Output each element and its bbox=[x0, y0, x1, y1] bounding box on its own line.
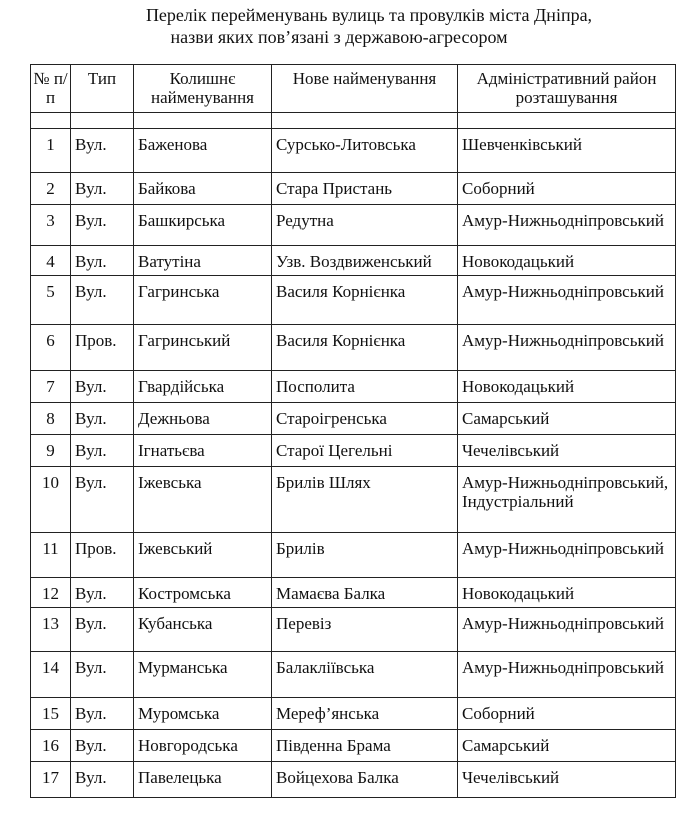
row-number-cell bbox=[31, 403, 71, 435]
new-name-cell bbox=[272, 652, 458, 698]
old-name-cell bbox=[134, 173, 272, 205]
new-name: Войцехова Балка bbox=[276, 768, 399, 787]
new-name-cell bbox=[272, 325, 458, 371]
table-row bbox=[31, 435, 676, 467]
header-new-name: Нове найменування bbox=[272, 65, 458, 113]
new-name: Брилів bbox=[276, 539, 325, 558]
street-type: Пров. bbox=[75, 539, 117, 558]
street-type: Вул. bbox=[75, 409, 107, 428]
district-name-cell bbox=[458, 698, 676, 730]
old-name: Кубанська bbox=[138, 614, 213, 633]
district-name: Амур-Нижньодніпровський bbox=[462, 539, 664, 558]
document-title bbox=[0, 4, 678, 48]
district-name-cell bbox=[458, 608, 676, 652]
old-name-cell bbox=[134, 371, 272, 403]
row-number: 10 bbox=[42, 473, 59, 492]
street-type: Вул. bbox=[75, 179, 107, 198]
old-name-cell bbox=[134, 205, 272, 246]
street-type-cell bbox=[71, 467, 134, 533]
street-type-cell bbox=[71, 730, 134, 762]
header-type: Тип bbox=[71, 65, 134, 113]
district-name-cell bbox=[458, 730, 676, 762]
row-number: 2 bbox=[46, 179, 55, 198]
row-number-cell bbox=[31, 762, 71, 798]
new-name: Редутна bbox=[276, 211, 334, 230]
old-name: Муромська bbox=[138, 704, 220, 723]
row-number-cell bbox=[31, 698, 71, 730]
old-name-cell bbox=[134, 698, 272, 730]
new-name: Старої Цегельні bbox=[276, 441, 393, 460]
old-name: Дежньова bbox=[138, 409, 210, 428]
street-type-cell bbox=[71, 578, 134, 608]
district-name: Шевченківський bbox=[462, 135, 582, 154]
street-type-cell bbox=[71, 652, 134, 698]
row-number-cell bbox=[31, 578, 71, 608]
title-line-2: назви яких пов’язані з державою-агресором bbox=[170, 27, 508, 47]
street-type-cell bbox=[71, 435, 134, 467]
row-number: 14 bbox=[42, 658, 59, 677]
street-type-cell bbox=[71, 698, 134, 730]
old-name: Гагринський bbox=[138, 331, 231, 350]
district-name: Соборний bbox=[462, 179, 535, 198]
district-name: Чечелівський bbox=[462, 768, 560, 787]
spacer-cell bbox=[31, 113, 71, 129]
new-name-cell bbox=[272, 698, 458, 730]
table-row bbox=[31, 698, 676, 730]
header-old-name: Колишнє найменування bbox=[134, 65, 272, 113]
new-name: Василя Корнієнка bbox=[276, 331, 406, 350]
district-name: Амур-Нижньодніпровський bbox=[462, 331, 664, 350]
table-row bbox=[31, 578, 676, 608]
old-name: Гвардійська bbox=[138, 377, 225, 396]
row-number-cell bbox=[31, 533, 71, 578]
old-name-cell bbox=[134, 467, 272, 533]
district-name: Амур-Нижньодніпровський bbox=[462, 658, 664, 677]
old-name: Ватутіна bbox=[138, 252, 201, 271]
district-name-cell bbox=[458, 371, 676, 403]
street-type-cell bbox=[71, 533, 134, 578]
district-name: Чечелівський bbox=[462, 441, 560, 460]
new-name: Василя Корнієнка bbox=[276, 282, 406, 301]
row-number-cell bbox=[31, 608, 71, 652]
row-number: 12 bbox=[42, 584, 59, 603]
old-name: Костромська bbox=[138, 584, 231, 603]
district-name-cell bbox=[458, 129, 676, 173]
street-type-cell bbox=[71, 371, 134, 403]
row-number-cell bbox=[31, 730, 71, 762]
new-name: Балаклiївська bbox=[276, 658, 375, 677]
header-district: Адміністративний район розташування bbox=[458, 65, 676, 113]
new-name: Мамаєва Балка bbox=[276, 584, 386, 603]
street-type: Вул. bbox=[75, 584, 107, 603]
table-row bbox=[31, 762, 676, 798]
street-type-cell bbox=[71, 246, 134, 276]
new-name: Південна Брама bbox=[276, 736, 391, 755]
district-name: Амур-Нижньодніпровський bbox=[462, 614, 664, 633]
district-name: Новокодацький bbox=[462, 252, 575, 271]
district-name: Самарський bbox=[462, 409, 550, 428]
street-type: Вул. bbox=[75, 211, 107, 230]
old-name: Ігнатьєва bbox=[138, 441, 205, 460]
street-type: Вул. bbox=[75, 473, 107, 492]
district-name-cell bbox=[458, 325, 676, 371]
new-name-cell bbox=[272, 205, 458, 246]
new-name: Брилів Шлях bbox=[276, 473, 371, 492]
row-number-cell bbox=[31, 129, 71, 173]
street-type-cell bbox=[71, 129, 134, 173]
street-type: Вул. bbox=[75, 377, 107, 396]
district-name-cell bbox=[458, 533, 676, 578]
street-type-cell bbox=[71, 276, 134, 325]
table-row bbox=[31, 403, 676, 435]
new-name: Стара Пристань bbox=[276, 179, 393, 198]
row-number: 9 bbox=[46, 441, 55, 460]
district-name-cell bbox=[458, 403, 676, 435]
street-type-cell bbox=[71, 403, 134, 435]
old-name-cell bbox=[134, 325, 272, 371]
row-number-cell bbox=[31, 173, 71, 205]
spacer-cell bbox=[134, 113, 272, 129]
new-name: Узв. Воздвиженський bbox=[276, 252, 432, 271]
old-name-cell bbox=[134, 578, 272, 608]
renaming-table bbox=[30, 64, 676, 798]
old-name-cell bbox=[134, 533, 272, 578]
row-number-cell bbox=[31, 325, 71, 371]
new-name-cell bbox=[272, 762, 458, 798]
row-number-cell bbox=[31, 246, 71, 276]
old-name-cell bbox=[134, 246, 272, 276]
old-name: Гагринська bbox=[138, 282, 220, 301]
old-name-cell bbox=[134, 129, 272, 173]
row-number: 6 bbox=[46, 331, 55, 350]
old-name: Іжевський bbox=[138, 539, 213, 558]
table-header-row bbox=[31, 65, 676, 113]
new-name: Староігренська bbox=[276, 409, 387, 428]
new-name-cell bbox=[272, 435, 458, 467]
new-name: Перевіз bbox=[276, 614, 332, 633]
table-row bbox=[31, 533, 676, 578]
street-type: Пров. bbox=[75, 331, 117, 350]
title-line-1: Перелік перейменувань вулиць та провулків міста Дніпра, bbox=[145, 5, 593, 25]
old-name: Баженова bbox=[138, 135, 208, 154]
new-name-cell bbox=[272, 276, 458, 325]
table-spacer-row bbox=[31, 113, 676, 129]
spacer-cell bbox=[272, 113, 458, 129]
row-number: 17 bbox=[42, 768, 59, 787]
old-name-cell bbox=[134, 435, 272, 467]
row-number: 5 bbox=[46, 282, 55, 301]
header-number: № п/п bbox=[31, 65, 71, 113]
spacer-cell bbox=[71, 113, 134, 129]
street-type-cell bbox=[71, 762, 134, 798]
old-name-cell bbox=[134, 608, 272, 652]
new-name: Сурсько-Литовська bbox=[276, 135, 416, 154]
new-name-cell bbox=[272, 533, 458, 578]
district-name-cell bbox=[458, 246, 676, 276]
street-type: Вул. bbox=[75, 736, 107, 755]
table-row bbox=[31, 276, 676, 325]
district-name: Новокодацький bbox=[462, 584, 575, 603]
district-name-cell bbox=[458, 762, 676, 798]
row-number-cell bbox=[31, 467, 71, 533]
old-name: Павелецька bbox=[138, 768, 222, 787]
row-number: 4 bbox=[46, 252, 55, 271]
new-name-cell bbox=[272, 403, 458, 435]
district-name: Амур-Нижньодніпровський, Індустріальний bbox=[462, 473, 669, 511]
street-type: Вул. bbox=[75, 441, 107, 460]
table-row bbox=[31, 205, 676, 246]
new-name-cell bbox=[272, 371, 458, 403]
new-name: Посполита bbox=[276, 377, 355, 396]
table-row bbox=[31, 173, 676, 205]
row-number: 7 bbox=[46, 377, 55, 396]
spacer-cell bbox=[458, 113, 676, 129]
row-number: 1 bbox=[46, 135, 55, 154]
row-number-cell bbox=[31, 371, 71, 403]
table-row bbox=[31, 371, 676, 403]
table-row bbox=[31, 608, 676, 652]
district-name-cell bbox=[458, 276, 676, 325]
row-number: 16 bbox=[42, 736, 59, 755]
row-number-cell bbox=[31, 435, 71, 467]
street-type: Вул. bbox=[75, 614, 107, 633]
new-name: Мереф’янська bbox=[276, 704, 380, 723]
table-row bbox=[31, 652, 676, 698]
table-row bbox=[31, 325, 676, 371]
street-type-cell bbox=[71, 325, 134, 371]
new-name-cell bbox=[272, 578, 458, 608]
row-number: 8 bbox=[46, 409, 55, 428]
street-type-cell bbox=[71, 173, 134, 205]
district-name-cell bbox=[458, 173, 676, 205]
row-number-cell bbox=[31, 276, 71, 325]
table-row bbox=[31, 129, 676, 173]
table-row bbox=[31, 730, 676, 762]
street-type: Вул. bbox=[75, 252, 107, 271]
new-name-cell bbox=[272, 730, 458, 762]
old-name: Байкова bbox=[138, 179, 196, 198]
new-name-cell bbox=[272, 608, 458, 652]
old-name-cell bbox=[134, 276, 272, 325]
street-type: Вул. bbox=[75, 704, 107, 723]
old-name-cell bbox=[134, 762, 272, 798]
district-name: Амур-Нижньодніпровський bbox=[462, 211, 664, 230]
table-row bbox=[31, 246, 676, 276]
street-type-cell bbox=[71, 205, 134, 246]
new-name-cell bbox=[272, 467, 458, 533]
district-name: Соборний bbox=[462, 704, 535, 723]
old-name: Новгородська bbox=[138, 736, 238, 755]
district-name-cell bbox=[458, 205, 676, 246]
street-type: Вул. bbox=[75, 135, 107, 154]
old-name-cell bbox=[134, 730, 272, 762]
street-type: Вул. bbox=[75, 282, 107, 301]
row-number-cell bbox=[31, 652, 71, 698]
table-row bbox=[31, 467, 676, 533]
old-name-cell bbox=[134, 652, 272, 698]
street-type: Вул. bbox=[75, 768, 107, 787]
row-number: 15 bbox=[42, 704, 59, 723]
district-name: Новокодацький bbox=[462, 377, 575, 396]
old-name: Іжевська bbox=[138, 473, 202, 492]
district-name: Амур-Нижньодніпровський bbox=[462, 282, 664, 301]
district-name-cell bbox=[458, 652, 676, 698]
row-number: 11 bbox=[42, 539, 59, 558]
street-type-cell bbox=[71, 608, 134, 652]
district-name-cell bbox=[458, 435, 676, 467]
new-name-cell bbox=[272, 246, 458, 276]
row-number: 3 bbox=[46, 211, 55, 230]
old-name: Башкирська bbox=[138, 211, 226, 230]
new-name-cell bbox=[272, 129, 458, 173]
new-name-cell bbox=[272, 173, 458, 205]
district-name: Самарський bbox=[462, 736, 550, 755]
district-name-cell bbox=[458, 578, 676, 608]
row-number: 13 bbox=[42, 614, 59, 633]
old-name: Мурманська bbox=[138, 658, 228, 677]
row-number-cell bbox=[31, 205, 71, 246]
district-name-cell bbox=[458, 467, 676, 533]
old-name-cell bbox=[134, 403, 272, 435]
street-type: Вул. bbox=[75, 658, 107, 677]
